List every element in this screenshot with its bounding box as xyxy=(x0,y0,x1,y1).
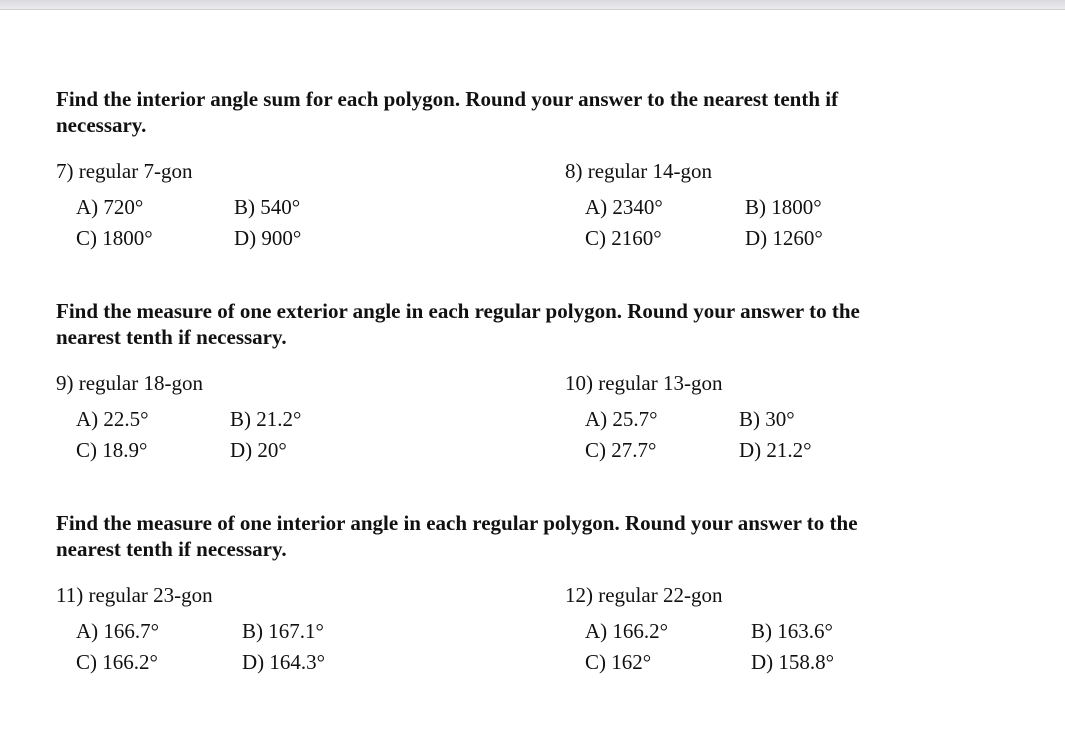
choice-d[interactable]: D) 1260° xyxy=(745,226,823,250)
choice-b[interactable]: B) 167.1° xyxy=(242,619,324,643)
instruction xyxy=(56,86,1016,138)
problem-7 xyxy=(56,158,302,250)
problem-label: 7) regular 7-gon xyxy=(56,159,193,183)
section-exterior-angle xyxy=(56,298,1016,350)
choice-b[interactable]: B) 540° xyxy=(234,195,301,219)
problem-12 xyxy=(565,582,835,674)
choice-d[interactable]: D) 900° xyxy=(234,226,302,250)
choice-d[interactable]: D) 21.2° xyxy=(739,438,812,462)
problem-8 xyxy=(565,158,823,250)
problem-label: 11) regular 23-gon xyxy=(56,583,213,607)
problem-11 xyxy=(56,582,326,674)
instruction-line-1: Find the interior angle sum for each polygon. Round your answer to the nearest tenth if xyxy=(56,87,839,111)
instruction-line-2: nearest tenth if necessary. xyxy=(56,325,287,349)
choice-d[interactable]: D) 158.8° xyxy=(751,650,835,674)
choice-c[interactable]: C) 18.9° xyxy=(76,438,148,462)
window-top-bar xyxy=(0,0,1065,10)
instruction xyxy=(56,510,1016,562)
choice-c[interactable]: C) 1800° xyxy=(76,226,153,250)
choice-a[interactable]: A) 22.5° xyxy=(76,407,149,431)
section-interior-angle-sum xyxy=(56,86,1016,138)
choice-a[interactable]: A) 2340° xyxy=(585,195,663,219)
problem-label: 9) regular 18-gon xyxy=(56,371,203,395)
choice-b[interactable]: B) 163.6° xyxy=(751,619,833,643)
problem-label: 10) regular 13-gon xyxy=(565,371,723,395)
choice-a[interactable]: A) 720° xyxy=(76,195,144,219)
instruction-line-2: necessary. xyxy=(56,113,147,137)
choice-c[interactable]: C) 27.7° xyxy=(585,438,657,462)
choice-c[interactable]: C) 162° xyxy=(585,650,652,674)
instruction xyxy=(56,298,1016,350)
choice-b[interactable]: B) 30° xyxy=(739,407,795,431)
problem-label: 12) regular 22-gon xyxy=(565,583,723,607)
choice-b[interactable]: B) 1800° xyxy=(745,195,822,219)
instruction-line-1: Find the measure of one exterior angle in each regular polygon. Round your answer to the xyxy=(56,299,860,323)
instruction-line-1: Find the measure of one interior angle in each regular polygon. Round your answer to the xyxy=(56,511,858,535)
section-interior-angle xyxy=(56,510,1016,562)
choice-a[interactable]: A) 166.2° xyxy=(585,619,669,643)
choice-c[interactable]: C) 2160° xyxy=(585,226,662,250)
choice-d[interactable]: D) 164.3° xyxy=(242,650,326,674)
problem-9 xyxy=(56,370,302,462)
instruction-line-2: nearest tenth if necessary. xyxy=(56,537,287,561)
choice-b[interactable]: B) 21.2° xyxy=(230,407,302,431)
problem-label: 8) regular 14-gon xyxy=(565,159,712,183)
choice-a[interactable]: A) 25.7° xyxy=(585,407,658,431)
problem-10 xyxy=(565,370,812,462)
choice-d[interactable]: D) 20° xyxy=(230,438,287,462)
choice-c[interactable]: C) 166.2° xyxy=(76,650,158,674)
choice-a[interactable]: A) 166.7° xyxy=(76,619,160,643)
